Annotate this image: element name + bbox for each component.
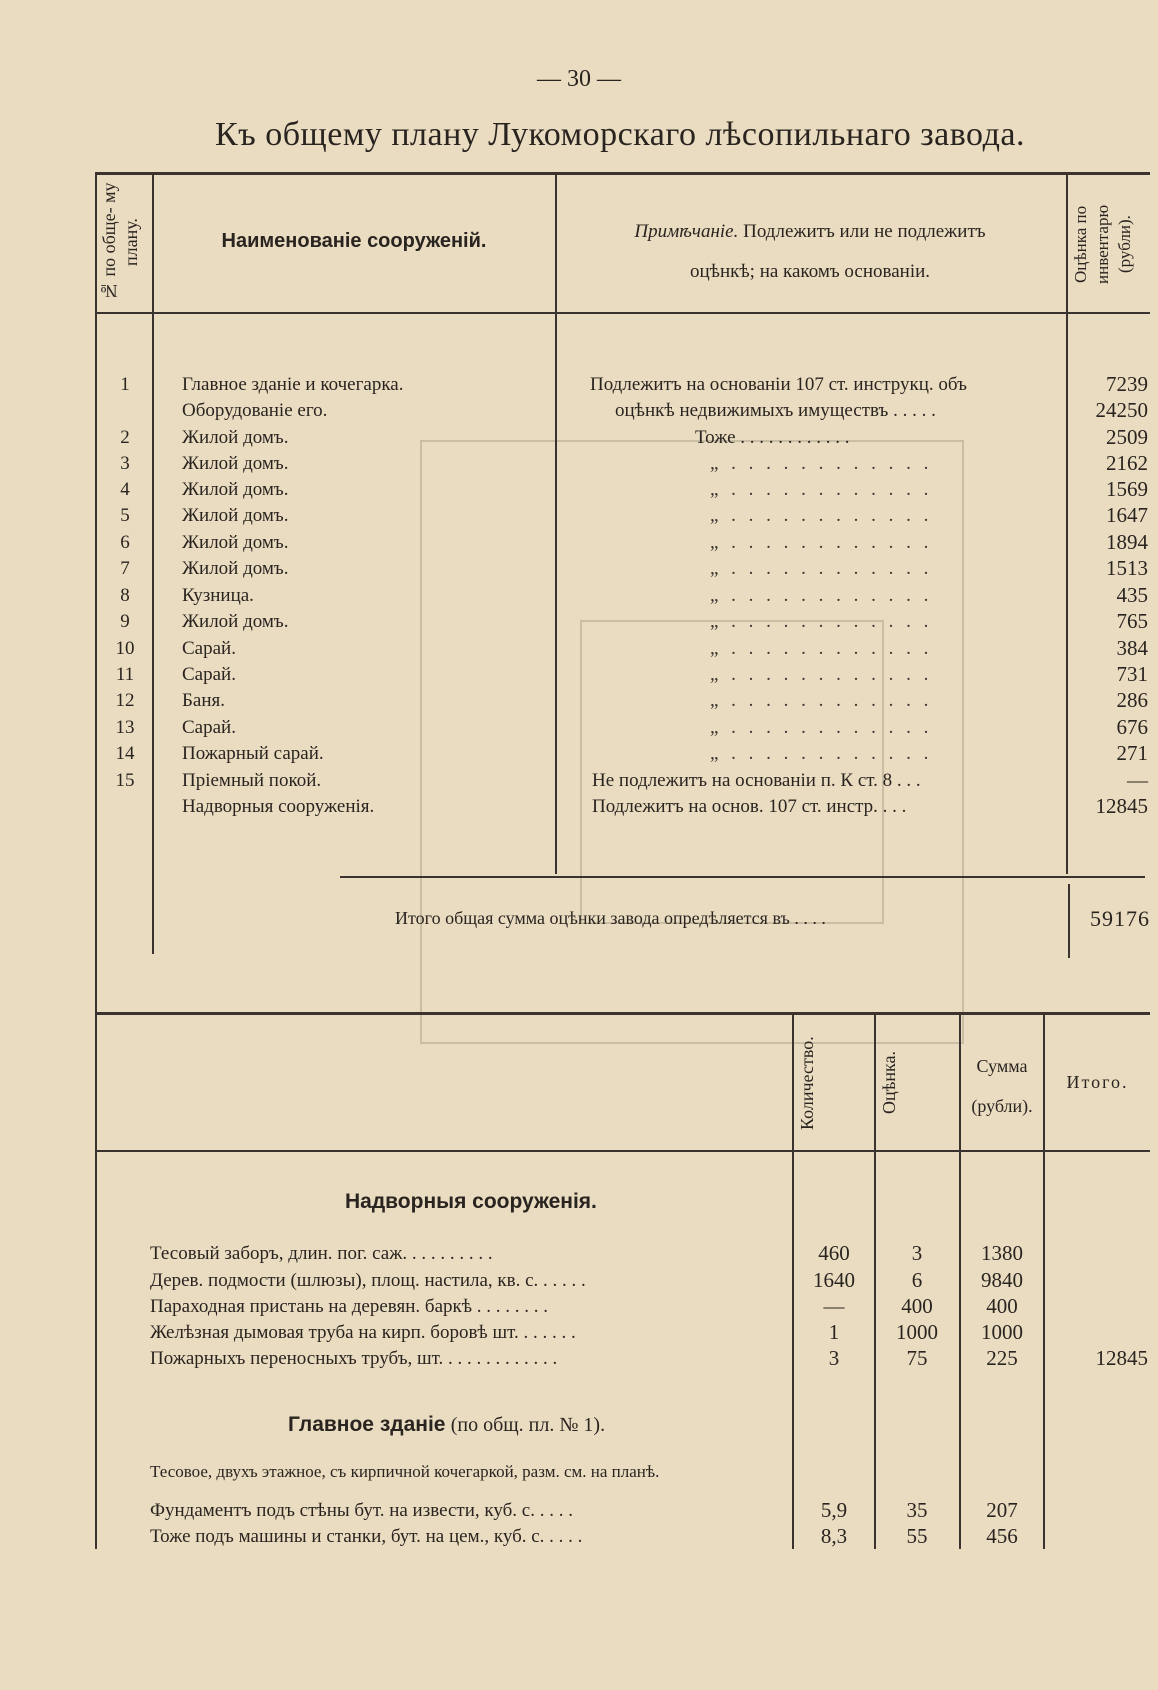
- row-sum: 456: [986, 1524, 1018, 1548]
- row-name: Жилой домъ.: [182, 505, 289, 526]
- row-number: 15: [115, 770, 135, 791]
- table1-col-divider-2: [555, 174, 557, 874]
- row-name: Пріемный покой.: [182, 770, 322, 791]
- row-value: 1569: [1106, 477, 1148, 501]
- row-name: Пожарныхъ переносныхъ трубъ, шт. . . . . . . . . . . . .: [150, 1348, 558, 1369]
- row-note: Тоже . . . . . . . . . . . .: [695, 427, 850, 448]
- row-number: 2: [120, 427, 130, 448]
- main-building-label: Главное зданіе: [288, 1413, 446, 1436]
- note-label-rest: Подлежитъ или не подлежитъ: [743, 221, 986, 242]
- row-price: 1000: [896, 1320, 938, 1344]
- col-header-number: № по обще- му плану.: [99, 182, 141, 302]
- row-name: Жилой домъ.: [182, 453, 289, 474]
- row-name: Пожарный сарай.: [182, 743, 324, 764]
- row-price: 6: [911, 1268, 923, 1292]
- row-number: 3: [120, 453, 130, 474]
- row-price: 3: [911, 1241, 923, 1265]
- row-value: 384: [1116, 636, 1148, 660]
- row-name: Сарай.: [182, 717, 236, 738]
- row-name: Желѣзная дымовая труба на кирп. боровѣ шт. . . . . . .: [150, 1322, 576, 1343]
- row-value: 1894: [1106, 530, 1148, 554]
- sum-label-line2: (рубли).: [971, 1096, 1033, 1116]
- row-note: оцѣнкѣ недвижимыхъ имуществъ . . . . .: [615, 400, 936, 421]
- table1-total-rule: [340, 876, 1145, 878]
- row-total: 12845: [1095, 1346, 1148, 1370]
- row-name: Жилой домъ.: [182, 532, 289, 553]
- row-name: Кузница.: [182, 585, 254, 606]
- row-number: 12: [115, 690, 135, 711]
- row-note: „ . . . . . . . . . . . .: [710, 532, 933, 553]
- main-building-description: Тесовое, двухъ этажное, съ кирпичной кочегаркой, разм. см. на планѣ.: [150, 1462, 660, 1481]
- row-note: „ . . . . . . . . . . . .: [710, 638, 933, 659]
- row-name: Жилой домъ.: [182, 479, 289, 500]
- row-sum: 207: [986, 1498, 1018, 1522]
- col-header-quantity: Количество.: [797, 1036, 817, 1130]
- row-name: Тоже подъ машины и станки, бут. на цем., куб. с. . . . .: [150, 1526, 583, 1547]
- row-value: —: [1127, 768, 1148, 792]
- row-value: 731: [1116, 662, 1148, 686]
- row-number: 4: [120, 479, 130, 500]
- row-note: „ . . . . . . . . . . . .: [710, 558, 933, 579]
- row-name: Жилой домъ.: [182, 558, 289, 579]
- row-value: 271: [1116, 741, 1148, 765]
- table2-header-rule: [95, 1150, 1150, 1152]
- row-value: 12845: [1095, 794, 1148, 818]
- page-number: — 30 —: [537, 66, 621, 92]
- row-value: 24250: [1095, 398, 1148, 422]
- row-sum: 1380: [981, 1241, 1023, 1265]
- row-sum: 1000: [981, 1320, 1023, 1344]
- row-quantity: 1640: [813, 1268, 855, 1292]
- row-value: 1647: [1106, 503, 1148, 527]
- table1-left-border: [95, 174, 97, 1549]
- row-number: 1: [120, 374, 130, 395]
- row-number: 13: [115, 717, 135, 738]
- row-name: Жилой домъ.: [182, 611, 289, 632]
- row-note: „ . . . . . . . . . . . .: [710, 505, 933, 526]
- section-title-main-building: [288, 1412, 605, 1437]
- row-note: „ . . . . . . . . . . . .: [710, 664, 933, 685]
- row-note: Не подлежитъ на основаніи п. К ст. 8 . . .: [592, 770, 921, 791]
- row-number: 6: [120, 532, 130, 553]
- section-title-yard-structures: Надворныя сооруженія.: [345, 1190, 597, 1213]
- row-value: 7239: [1106, 372, 1148, 396]
- row-number: 8: [120, 585, 130, 606]
- row-note: Подлежитъ на основаніи 107 ст. инструкц. объ: [590, 374, 967, 395]
- row-name: Фундаментъ подъ стѣны бут. на извести, куб. с. . . . .: [150, 1500, 573, 1521]
- row-number: 7: [120, 558, 130, 579]
- row-name: Оборудованіе его.: [182, 400, 328, 421]
- row-note: „ . . . . . . . . . . . .: [710, 743, 933, 764]
- col-header-name: Наименованіе сооруженій.: [221, 230, 487, 252]
- row-name: Сарай.: [182, 664, 236, 685]
- row-number: 9: [120, 611, 130, 632]
- row-value: 2162: [1106, 451, 1148, 475]
- row-value: 1513: [1106, 556, 1148, 580]
- note-italic-label: Примѣчаніе.: [634, 221, 739, 242]
- row-value: 2509: [1106, 425, 1148, 449]
- row-note: Подлежитъ на основ. 107 ст. инстр. . . .: [592, 796, 907, 817]
- row-quantity: 5,9: [820, 1498, 848, 1522]
- total-value: 59176: [1090, 906, 1150, 931]
- row-sum: 225: [986, 1346, 1018, 1370]
- row-sum: 9840: [981, 1268, 1023, 1292]
- note-label-line2: оцѣнкѣ; на какомъ основаніи.: [689, 261, 931, 282]
- row-number: 14: [115, 743, 135, 764]
- total-label: Итого общая сумма оцѣнки завода опредѣляется въ . . . .: [395, 908, 826, 928]
- main-building-plan-ref: (по общ. пл. № 1).: [450, 1414, 606, 1436]
- row-quantity: 8,3: [820, 1524, 848, 1548]
- row-price: 400: [901, 1294, 933, 1318]
- table1-col-divider-1: [152, 174, 154, 954]
- row-price: 55: [906, 1524, 928, 1548]
- row-note: „ . . . . . . . . . . . .: [710, 453, 933, 474]
- row-price: 35: [906, 1498, 928, 1522]
- row-name: Надворныя сооруженія.: [182, 796, 375, 817]
- row-note: „ . . . . . . . . . . . .: [710, 717, 933, 738]
- row-note: „ . . . . . . . . . . . .: [710, 585, 933, 606]
- table2-top-rule: [95, 1012, 1150, 1015]
- row-value: 765: [1116, 609, 1148, 633]
- row-number: 10: [115, 638, 135, 659]
- row-quantity: —: [823, 1294, 845, 1318]
- table1-top-rule: [95, 172, 1150, 175]
- row-price: 75: [906, 1346, 928, 1370]
- col-header-price: Оцѣнка.: [879, 1051, 899, 1115]
- row-number: 5: [120, 505, 130, 526]
- page-title: Къ общему плану Лукоморскаго лѣсопильнаго завода.: [215, 116, 1025, 153]
- table1-header-rule: [95, 312, 1150, 314]
- row-value: 676: [1116, 715, 1148, 739]
- row-note: „ . . . . . . . . . . . .: [710, 611, 933, 632]
- col-header-total: Итого.: [1066, 1072, 1129, 1092]
- row-quantity: 460: [818, 1241, 850, 1265]
- sum-label-line1: Сумма: [976, 1056, 1028, 1076]
- row-note: „ . . . . . . . . . . . .: [710, 479, 933, 500]
- col-header-value: Оцѣнка по инвентарю (рубли).: [1071, 204, 1134, 285]
- row-name: Главное зданіе и кочегарка.: [182, 374, 404, 395]
- row-name: Баня.: [182, 690, 226, 711]
- row-value: 286: [1116, 688, 1148, 712]
- row-value: 435: [1116, 583, 1148, 607]
- row-number: 11: [115, 664, 135, 685]
- table2-col-divider-4: [1043, 1014, 1045, 1549]
- row-sum: 400: [986, 1294, 1018, 1318]
- row-note: „ . . . . . . . . . . . .: [710, 690, 933, 711]
- row-name: Жилой домъ.: [182, 427, 289, 448]
- row-name: Параходная пристань на деревян. баркѣ . . . . . . . .: [150, 1296, 549, 1317]
- row-name: Сарай.: [182, 638, 236, 659]
- row-name: Дерев. подмости (шлюзы), площ. настила, кв. с. . . . . .: [150, 1270, 586, 1291]
- row-quantity: 3: [828, 1346, 840, 1370]
- row-quantity: 1: [828, 1320, 840, 1344]
- col-header-note: [560, 212, 1060, 292]
- col-header-sum: [961, 1046, 1043, 1126]
- row-name: Тесовый заборъ, длин. пог. саж. . . . . . . . . .: [150, 1243, 493, 1264]
